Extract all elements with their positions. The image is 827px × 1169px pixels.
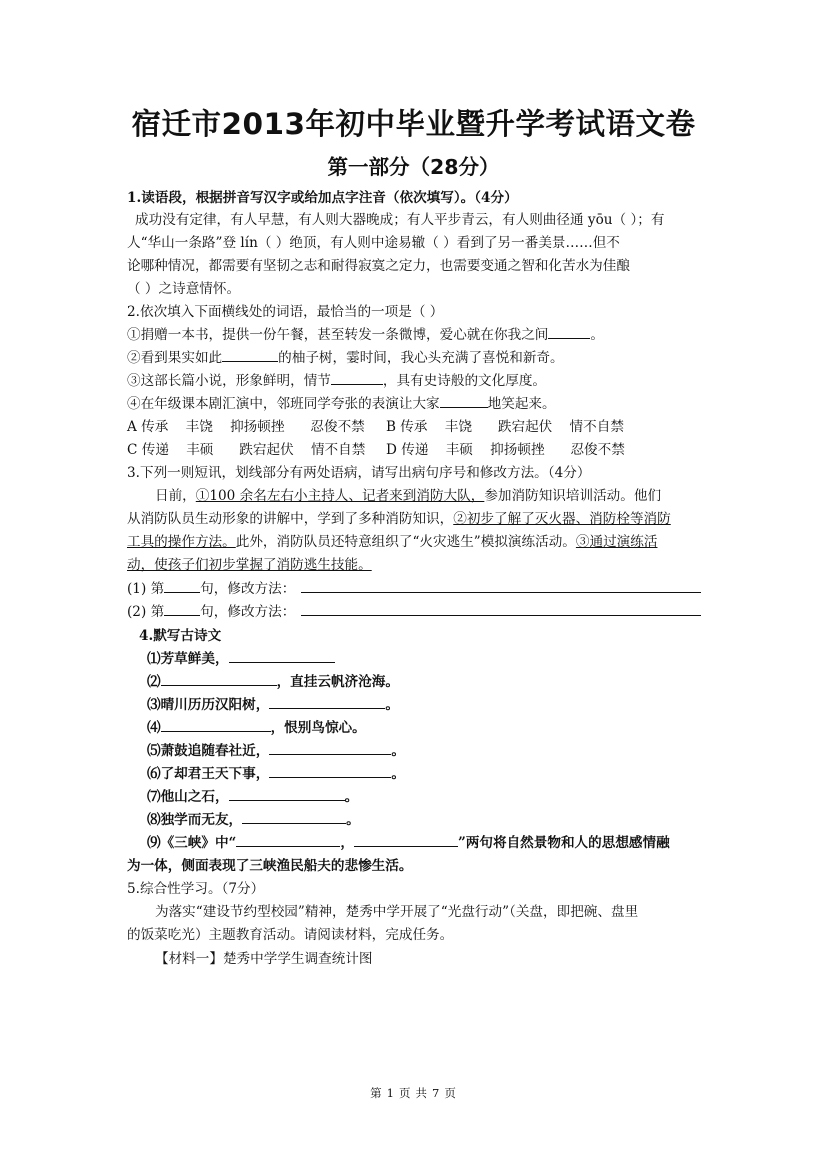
q3-answer-label: 句，修改方法： bbox=[200, 604, 296, 620]
poem-text: ⑻独学而无友， bbox=[147, 812, 243, 828]
poem-blank[interactable] bbox=[229, 650, 335, 663]
q3-underlined-sentence-2: ②初步了解了灭火器、消防栓等消防 bbox=[453, 511, 671, 527]
q3-answer-1 bbox=[127, 579, 827, 599]
q3-answer-label: (2) 第 bbox=[127, 604, 165, 620]
q2-item-1-end: 。 bbox=[590, 327, 604, 343]
q3-text: 此外，消防队员还特意组织了“火灾逃生”模拟演练活动。 bbox=[235, 534, 576, 550]
q1-heading: 1.读语段，根据拼音写汉字或给加点字注音（依次填写）。（4分） bbox=[127, 190, 518, 206]
poem-blank[interactable] bbox=[354, 834, 458, 847]
poem-blank[interactable] bbox=[269, 742, 391, 755]
q3-answer-label: (1) 第 bbox=[127, 581, 165, 597]
q5-material-title: 【材料一】楚秀中学学生调查统计图 bbox=[155, 951, 373, 967]
q5-paragraph-2: 的饭菜吃光）主题教育活动。请阅读材料，完成任务。 bbox=[127, 927, 454, 943]
sentence-number-blank[interactable] bbox=[164, 580, 200, 593]
q2-option-b: B 传承 丰饶 跌宕起伏 情不自禁 bbox=[386, 419, 624, 435]
q2-item-2-text: ②看到果实如此 bbox=[127, 350, 223, 366]
q2-option-a: A 传承 丰饶 抑扬顿挫 忍俊不禁 bbox=[127, 419, 365, 435]
page-number: 1 bbox=[386, 1086, 395, 1100]
answer-blank[interactable] bbox=[222, 349, 278, 362]
q4-line-6 bbox=[147, 764, 827, 784]
q1-line-4: （ ）之诗意情怀。 bbox=[127, 281, 241, 297]
q3-underlined-sentence-1: ①100 余名左右小主持人、记者来到消防大队， bbox=[195, 488, 485, 504]
poem-blank[interactable] bbox=[269, 765, 391, 778]
q3-underlined-sentence-2-cont: 工具的操作方法。 bbox=[127, 534, 236, 550]
q3-answer-2 bbox=[127, 602, 827, 622]
poem-text: ⑼《三峡》中“ bbox=[147, 835, 237, 851]
footer-text: 共 bbox=[415, 1086, 428, 1100]
sentence-number-blank[interactable] bbox=[164, 603, 200, 616]
q1-line-2: 人“华山一条路”登 lín（ ）绝顶，有人则中途易辙（ ）看到了另一番美景……但不 bbox=[127, 235, 620, 251]
poem-blank[interactable] bbox=[242, 811, 346, 824]
page-total: 7 bbox=[432, 1086, 441, 1100]
poem-blank[interactable] bbox=[229, 788, 345, 801]
q2-option-c: C 传递 丰硕 跌宕起伏 情不自禁 bbox=[127, 442, 366, 458]
q4-line-9 bbox=[147, 833, 827, 853]
poem-text: 。 bbox=[344, 789, 359, 805]
answer-blank[interactable] bbox=[331, 372, 383, 385]
poem-blank[interactable] bbox=[161, 673, 277, 686]
q3-underlined-sentence-3: ③通过演练活 bbox=[575, 534, 658, 550]
q4-line-9-cont: 为一体，侧面表现了三峡渔民船夫的悲惨生活。 bbox=[127, 858, 413, 874]
q3-line-1 bbox=[155, 486, 827, 506]
footer-text: 第 bbox=[370, 1086, 383, 1100]
poem-text: ， bbox=[340, 835, 354, 851]
footer-text: 页 bbox=[444, 1086, 457, 1100]
q2-item-2-end: 的柚子树，霎时间，我心头充满了喜悦和新奇。 bbox=[278, 350, 564, 366]
q4-line-5 bbox=[147, 741, 827, 761]
poem-blank[interactable] bbox=[161, 719, 271, 732]
poem-text: 。 bbox=[391, 743, 405, 759]
poem-blank[interactable] bbox=[236, 834, 340, 847]
q2-item-4 bbox=[127, 394, 827, 414]
q1-line-3: 论哪种情况，都需要有坚韧之志和耐得寂寞之定力，也需要变通之智和化苦水为佳酿 bbox=[127, 258, 630, 274]
poem-text: ⑺他山之石， bbox=[147, 789, 229, 805]
poem-text: ⑵ bbox=[147, 674, 161, 690]
answer-line[interactable] bbox=[301, 615, 701, 616]
part-title: 第一部分（28分） bbox=[327, 155, 500, 179]
q3-line-3 bbox=[127, 532, 827, 552]
exam-title: 宿迁市2013年初中毕业暨升学考试语文卷 bbox=[131, 107, 696, 141]
q2-item-3-text: ③这部长篇小说，形象鲜明，情节 bbox=[127, 373, 331, 389]
q2-item-3 bbox=[127, 371, 827, 391]
poem-text: ⑴芳草鲜美， bbox=[147, 651, 229, 667]
poem-text: 。 bbox=[391, 766, 405, 782]
footer-text: 页 bbox=[399, 1086, 412, 1100]
q3-line-4 bbox=[127, 555, 827, 575]
q3-text: 参加消防知识培训活动。他们 bbox=[484, 488, 662, 504]
poem-text: ⑸萧鼓追随春社近， bbox=[147, 743, 270, 759]
q3-underlined-sentence-3-cont: 动，使孩子们初步掌握了消防逃生技能。 bbox=[127, 557, 372, 573]
q4-line-4 bbox=[147, 718, 827, 738]
poem-blank[interactable] bbox=[269, 696, 385, 709]
answer-blank[interactable] bbox=[548, 326, 590, 339]
q4-heading: 4.默写古诗文 bbox=[139, 628, 222, 644]
answer-blank[interactable] bbox=[440, 395, 488, 408]
poem-text: 。 bbox=[385, 697, 399, 713]
q3-answer-label: 句，修改方法： bbox=[200, 581, 296, 597]
q4-line-8 bbox=[147, 810, 827, 830]
q2-option-d: D 传递 丰硕 抑扬顿挫 忍俊不禁 bbox=[386, 442, 625, 458]
q4-line-3 bbox=[147, 695, 827, 715]
q1-line-1: 成功没有定律，有人早慧，有人则大器晚成；有人平步青云，有人则曲径通 yōu（ ）；有 bbox=[135, 212, 665, 228]
q2-item-4-end: 地笑起来。 bbox=[487, 396, 556, 412]
poem-text: ⑹了却君王天下事， bbox=[147, 766, 270, 782]
q3-text: 从消防队员生动形象的讲解中，学到了多种消防知识， bbox=[127, 511, 454, 527]
poem-text: 。 bbox=[346, 812, 360, 828]
q5-heading: 5.综合性学习。（7分） bbox=[127, 881, 265, 897]
poem-text: ⑷ bbox=[147, 720, 161, 736]
answer-line[interactable] bbox=[301, 592, 701, 593]
q2-item-1-text: ①捐赠一本书，提供一份午餐，甚至转发一条微博，爱心就在你我之间 bbox=[127, 327, 549, 343]
poem-text: ⑶晴川历历汉阳树， bbox=[147, 697, 270, 713]
q4-line-1 bbox=[147, 649, 827, 669]
poem-text: ”两句将自然景物和人的思想感情融 bbox=[457, 835, 670, 851]
q3-line-2 bbox=[127, 509, 827, 529]
q2-item-1 bbox=[127, 325, 827, 345]
page-footer bbox=[0, 1085, 827, 1101]
q3-heading: 3.下列一则短讯，划线部分有两处语病，请写出病句序号和修改方法。（4分） bbox=[127, 465, 591, 481]
poem-text: ，直挂云帆济沧海。 bbox=[276, 674, 399, 690]
q5-paragraph-1: 为落实“建设节约型校园”精神，楚秀中学开展了“光盘行动”（关盘，即把碗、盘里 bbox=[155, 904, 639, 920]
q3-text: 日前， bbox=[155, 488, 196, 504]
q2-item-2 bbox=[127, 348, 827, 368]
q4-line-2 bbox=[147, 672, 827, 692]
poem-text: ，恨别鸟惊心。 bbox=[270, 720, 366, 736]
q4-line-7 bbox=[147, 787, 827, 807]
q2-heading: 2.依次填入下面横线处的词语，最恰当的一项是（ ） bbox=[127, 304, 444, 320]
q2-item-4-text: ④在年级课本剧汇演中，邻班同学夸张的表演让大家 bbox=[127, 396, 440, 412]
q2-item-3-end: ，具有史诗般的文化厚度。 bbox=[382, 373, 547, 389]
